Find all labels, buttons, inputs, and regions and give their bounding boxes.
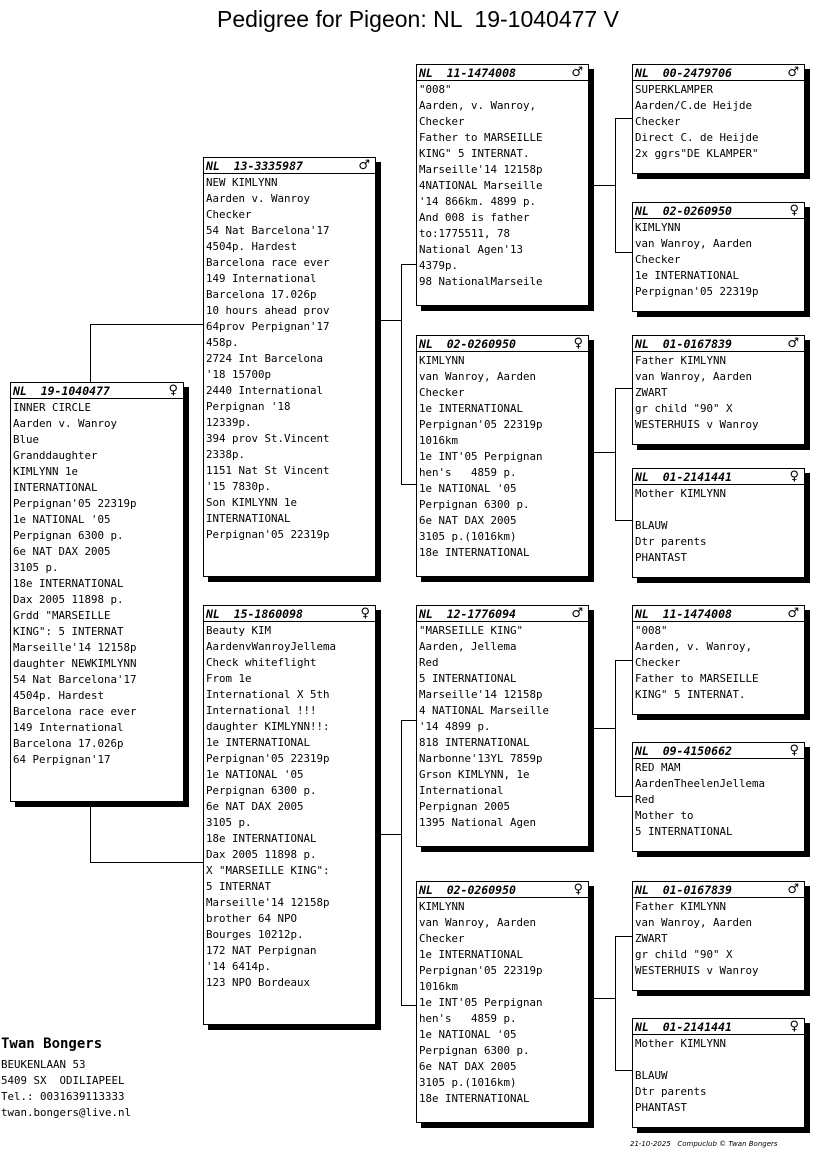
card-text-line: RED MAM — [635, 761, 681, 774]
card-text-line: From 1e — [206, 672, 252, 685]
card-text-line: 1016km — [419, 980, 459, 993]
connector — [90, 806, 91, 862]
card-text-line: 1016km — [419, 434, 459, 447]
card-text-line: 6e NAT DAX 2005 — [419, 1060, 517, 1073]
card-header — [633, 743, 804, 759]
card-text-line — [635, 502, 804, 518]
connector — [594, 185, 615, 186]
connector — [615, 118, 616, 252]
card-text-line: WESTERHUIS v Wanroy — [635, 418, 759, 431]
ring-number: NL 09-4150662 — [635, 743, 732, 758]
pigeon-card-ddd[interactable] — [632, 1018, 805, 1128]
card-text-line: Granddaughter — [13, 449, 98, 462]
card-text-line: 10 hours ahead prov — [206, 304, 330, 317]
card-text-line: van Wanroy, Aarden — [419, 370, 537, 383]
connector — [594, 998, 615, 999]
card-text-line: gr child "90" X — [635, 402, 733, 415]
connector — [401, 484, 416, 485]
card-text-line: X "MARSEILLE KING": — [206, 864, 330, 877]
card-text-line: National Agen'13 — [419, 243, 524, 256]
pigeon-card-dds[interactable] — [632, 881, 805, 991]
card-text-line: 1e NATIONAL '05 — [13, 513, 111, 526]
card-text-line: Dax 2005 11898 p. — [13, 593, 124, 606]
card-body — [633, 352, 804, 433]
card-text-line: van Wanroy, Aarden — [419, 916, 537, 929]
card-text-line: Dax 2005 11898 p. — [206, 848, 317, 861]
card-text-line: '18 15700p — [206, 368, 272, 381]
card-text-line: KING" 5 INTERNAT. — [419, 147, 530, 160]
card-header — [204, 606, 375, 622]
card-text-line: Barcelona race ever — [13, 705, 137, 718]
card-text-line: AardenTheelenJellema — [635, 777, 766, 790]
card-text-line: Father to MARSEILLE — [635, 672, 759, 685]
card-text-line: "008" — [635, 624, 668, 637]
connector — [594, 452, 615, 453]
card-text-line: Marseille'14 12158p — [206, 896, 330, 909]
card-text-line: Perpignan'05 22319p — [419, 964, 543, 977]
card-text-line: WESTERHUIS v Wanroy — [635, 964, 759, 977]
ring-number: NL 11-1474008 — [419, 65, 516, 80]
card-body — [633, 622, 804, 703]
card-body — [633, 759, 804, 840]
card-text-line: 6e NAT DAX 2005 — [206, 800, 304, 813]
card-text-line: INNER CIRCLE — [13, 401, 92, 414]
card-text-line: 458p. — [206, 336, 239, 349]
ring-number: NL 13-3335987 — [206, 158, 303, 173]
pigeon-card-sire[interactable] — [203, 157, 376, 577]
connector — [615, 388, 616, 520]
connector — [615, 660, 616, 796]
card-text-line: 98 NationalMarseile — [419, 275, 543, 288]
card-text-line: AardenvWanroyJellema — [206, 640, 337, 653]
connector — [615, 936, 632, 937]
card-text-line: Dtr parents — [635, 1085, 707, 1098]
card-text-line: Checker — [419, 386, 465, 399]
card-text-line: Aarden, Jellema — [419, 640, 517, 653]
card-text-line: KING": 5 INTERNAT — [13, 625, 124, 638]
connector — [615, 118, 632, 119]
connector — [615, 252, 632, 253]
card-text-line: 2338p. — [206, 448, 246, 461]
card-header — [417, 606, 588, 622]
card-text-line: Perpignan'05 22319p — [13, 497, 137, 510]
card-text-line: Dtr parents — [635, 535, 707, 548]
card-text-line: 5 INTERNATIONAL — [419, 672, 517, 685]
card-text-line: hen's 4859 p. — [419, 1012, 517, 1025]
card-text-line: 4504p. Hardest — [206, 240, 298, 253]
card-text-line: 1e INTERNATIONAL — [635, 269, 740, 282]
card-body — [417, 898, 588, 1107]
card-text-line: 818 INTERNATIONAL — [419, 736, 530, 749]
card-text-line: 64 Perpignan'17 — [13, 753, 111, 766]
card-text-line: KIMLYNN 1e — [13, 465, 79, 478]
card-text-line: 6e NAT DAX 2005 — [419, 514, 517, 527]
pigeon-card-dam[interactable] — [203, 605, 376, 1025]
page-title: Pedigree for Pigeon: NL 19-1040477 V — [217, 6, 619, 32]
card-body — [633, 898, 804, 979]
card-text-line: van Wanroy, Aarden — [635, 237, 753, 250]
connector — [90, 862, 203, 863]
connector — [615, 796, 632, 797]
card-text-line: "008" — [419, 83, 452, 96]
card-body — [204, 174, 375, 543]
connector — [401, 264, 416, 265]
card-text-line: International !!! — [206, 704, 317, 717]
card-text-line: Bourges 10212p. — [206, 928, 304, 941]
card-body — [633, 1035, 804, 1116]
female-icon: ♀ — [789, 743, 799, 758]
card-text-line: Blue — [13, 433, 40, 446]
card-text-line: Checker — [635, 115, 681, 128]
pigeon-card-subject[interactable] — [10, 382, 184, 802]
ring-number: NL 02-0260950 — [419, 336, 516, 351]
ring-number: NL 01-2141441 — [635, 1019, 732, 1034]
male-icon: ♂ — [571, 606, 583, 621]
card-text-line: BLAUW — [635, 1069, 668, 1082]
card-text-line: Checker — [635, 656, 681, 669]
card-text-line: '14 4899 p. — [419, 720, 491, 733]
card-text-line: 1e INTERNATIONAL — [206, 736, 311, 749]
card-text-line: brother 64 NPO — [206, 912, 298, 925]
connector — [594, 728, 615, 729]
card-text-line: 64prov Perpignan'17 — [206, 320, 330, 333]
card-body — [204, 622, 375, 991]
card-text-line: Perpignan 6300 p. — [206, 784, 317, 797]
female-icon: ♀ — [789, 1019, 799, 1034]
card-text-line: Grdd "MARSEILLE — [13, 609, 111, 622]
ring-number: NL 01-0167839 — [635, 336, 732, 351]
ring-number: NL 11-1474008 — [635, 606, 732, 621]
card-text-line: PHANTAST — [635, 551, 688, 564]
pigeon-card-sss[interactable] — [632, 64, 805, 174]
card-text-line: PHANTAST — [635, 1101, 688, 1114]
card-text-line: Mother KIMLYNN — [635, 487, 727, 500]
card-text-line: 18e INTERNATIONAL — [206, 832, 317, 845]
card-text-line: 394 prov St.Vincent — [206, 432, 330, 445]
male-icon: ♂ — [787, 606, 799, 621]
card-body — [633, 485, 804, 566]
card-text-line: Perpignan'05 22319p — [419, 418, 543, 431]
male-icon: ♂ — [358, 158, 370, 173]
card-text-line: 4 NATIONAL Marseille — [419, 704, 550, 717]
connector — [615, 1070, 632, 1071]
connector — [401, 264, 402, 484]
card-text-line: 2724 Int Barcelona — [206, 352, 324, 365]
female-icon: ♀ — [168, 383, 178, 398]
card-text-line: 3105 p. — [13, 561, 59, 574]
female-icon: ♀ — [573, 882, 583, 897]
connector — [90, 324, 91, 382]
card-text-line: 1e NATIONAL '05 — [419, 482, 517, 495]
connector — [401, 1005, 416, 1006]
card-text-line: Aarden, v. Wanroy, — [635, 640, 753, 653]
card-text-line: ZWART — [635, 932, 668, 945]
card-text-line: 3105 p.(1016km) — [419, 530, 517, 543]
card-text-line: Marseille'14 12158p — [419, 163, 543, 176]
card-header — [11, 383, 183, 399]
card-header — [417, 336, 588, 352]
pigeon-card-sire-dam[interactable] — [416, 335, 589, 577]
card-text-line: SUPERKLAMPER — [635, 83, 714, 96]
card-text-line: 18e INTERNATIONAL — [419, 546, 530, 559]
card-text-line: gr child "90" X — [635, 948, 733, 961]
card-text-line: Aarden/C.de Heijde — [635, 99, 753, 112]
card-text-line: International X 5th — [206, 688, 330, 701]
card-text-line: Mother to — [635, 809, 694, 822]
card-header — [633, 65, 804, 81]
card-text-line: 4504p. Hardest — [13, 689, 105, 702]
card-text-line: 1e INTERNATIONAL — [419, 402, 524, 415]
pigeon-card-dss[interactable] — [632, 605, 805, 715]
card-text-line: Mother KIMLYNN — [635, 1037, 727, 1050]
card-text-line: KIMLYNN — [635, 221, 681, 234]
card-text-line: Checker — [419, 932, 465, 945]
breeder-city: 5409 SX ODILIAPEEL — [1, 1074, 125, 1087]
card-text-line: Beauty KIM — [206, 624, 272, 637]
card-body — [633, 219, 804, 300]
connector — [615, 936, 616, 1070]
card-text-line: Perpignan'05 22319p — [635, 285, 759, 298]
connector — [378, 834, 401, 835]
card-text-line: Perpignan 6300 p. — [419, 498, 530, 511]
card-header — [633, 469, 804, 485]
card-text-line: Grson KIMLYNN, 1e — [419, 768, 530, 781]
card-text-line: Aarden, v. Wanroy, — [419, 99, 537, 112]
card-text-line: daughter KIMLYNN!!: — [206, 720, 330, 733]
card-text-line: BLAUW — [635, 519, 668, 532]
breeder-phone: Tel.: 0031639113333 — [1, 1090, 125, 1103]
card-text-line: ZWART — [635, 386, 668, 399]
card-text-line: Checker — [419, 115, 465, 128]
ring-number: NL 01-0167839 — [635, 882, 732, 897]
female-icon: ♀ — [789, 203, 799, 218]
ring-number: NL 12-1776094 — [419, 606, 516, 621]
card-text-line: 5 INTERNATIONAL — [635, 825, 733, 838]
card-body — [417, 81, 588, 290]
card-text-line: NEW KIMLYNN — [206, 176, 278, 189]
connector — [90, 324, 203, 325]
card-text-line: 172 NAT Perpignan — [206, 944, 317, 957]
card-header — [204, 158, 375, 174]
card-text-line: Barcelona 17.026p — [13, 737, 124, 750]
card-text-line: 3105 p. — [206, 816, 252, 829]
card-text-line: '15 7830p. — [206, 480, 272, 493]
male-icon: ♂ — [571, 65, 583, 80]
breeder-email[interactable]: twan.bongers@live.nl — [1, 1106, 132, 1119]
card-text-line: 1151 Nat St Vincent — [206, 464, 330, 477]
card-text-line: hen's 4859 p. — [419, 466, 517, 479]
card-text-line: Perpignan 2005 — [419, 800, 511, 813]
female-icon: ♀ — [573, 336, 583, 351]
card-header — [633, 1019, 804, 1035]
card-body — [417, 352, 588, 561]
card-text-line: '14 6414p. — [206, 960, 272, 973]
ring-number: NL 02-0260950 — [635, 203, 732, 218]
male-icon: ♂ — [787, 882, 799, 897]
card-header — [633, 606, 804, 622]
card-header — [417, 65, 588, 81]
card-text-line: Barcelona 17.026p — [206, 288, 317, 301]
connector — [401, 720, 416, 721]
card-header — [417, 882, 588, 898]
card-text-line: KIMLYNN — [419, 900, 465, 913]
card-body — [417, 622, 588, 831]
card-text-line: 3105 p.(1016km) — [419, 1076, 517, 1089]
card-text-line: Direct C. de Heijde — [635, 131, 759, 144]
card-header — [633, 882, 804, 898]
card-text-line: 6e NAT DAX 2005 — [13, 545, 111, 558]
card-text-line: 123 NPO Bordeaux — [206, 976, 311, 989]
ring-number: NL 01-2141441 — [635, 469, 732, 484]
card-text-line: Father KIMLYNN — [635, 354, 727, 367]
card-text-line: And 008 is father — [419, 211, 530, 224]
card-header — [633, 203, 804, 219]
card-text-line: Perpignan '18 — [206, 400, 291, 413]
card-text-line: Father KIMLYNN — [635, 900, 727, 913]
card-text-line: 18e INTERNATIONAL — [419, 1092, 530, 1105]
card-text-line: Marseille'14 12158p — [13, 641, 137, 654]
card-text-line: 149 International — [13, 721, 124, 734]
card-text-line: Checker — [635, 253, 681, 266]
card-text-line: van Wanroy, Aarden — [635, 916, 753, 929]
card-text-line: Barcelona race ever — [206, 256, 330, 269]
breeder-address: BEUKENLAAN 53 — [1, 1058, 86, 1071]
card-text-line: 1395 National Agen — [419, 816, 537, 829]
card-text-line: Checker — [206, 208, 252, 221]
connector — [615, 660, 632, 661]
ring-number: NL 19-1040477 — [13, 383, 110, 398]
pigeon-card-ssd[interactable] — [632, 202, 805, 312]
card-text-line: 5 INTERNAT — [206, 880, 272, 893]
pigeon-card-dsd[interactable] — [632, 742, 805, 852]
card-text-line: "MARSEILLE KING" — [419, 624, 524, 637]
card-text-line: Red — [419, 656, 439, 669]
card-text-line: 1e INTERNATIONAL — [419, 948, 524, 961]
card-text-line: Aarden v. Wanroy — [206, 192, 311, 205]
card-text-line: Father to MARSEILLE — [419, 131, 543, 144]
connector — [378, 320, 401, 321]
female-icon: ♀ — [789, 469, 799, 484]
pigeon-card-sdd[interactable] — [632, 468, 805, 578]
card-text-line: Perpignan'05 22319p — [206, 752, 330, 765]
card-body — [11, 399, 183, 768]
pigeon-card-dam-dam[interactable] — [416, 881, 589, 1123]
card-text-line: 149 International — [206, 272, 317, 285]
ring-number: NL 00-2479706 — [635, 65, 732, 80]
pigeon-card-dam-sire[interactable] — [416, 605, 589, 847]
breeder-info — [1, 1036, 131, 1121]
card-header — [633, 336, 804, 352]
card-text-line: Son KIMLYNN 1e — [206, 496, 298, 509]
breeder-name: Twan Bongers — [1, 1036, 103, 1052]
card-text-line: 54 Nat Barcelona'17 — [206, 224, 330, 237]
card-text-line: 12339p. — [206, 416, 252, 429]
card-text-line: INTERNATIONAL — [13, 481, 98, 494]
connector — [615, 388, 632, 389]
card-text-line: 1e NATIONAL '05 — [206, 768, 304, 781]
card-text-line: 1e INT'05 Perpignan — [419, 996, 543, 1009]
card-text-line: Narbonne'13YL 7859p — [419, 752, 543, 765]
card-text-line: van Wanroy, Aarden — [635, 370, 753, 383]
card-text-line: KING" 5 INTERNAT. — [635, 688, 746, 701]
connector — [401, 720, 402, 1005]
card-text-line: INTERNATIONAL — [206, 512, 291, 525]
card-text-line: 4NATIONAL Marseille — [419, 179, 543, 192]
card-text-line: 4379p. — [419, 259, 459, 272]
card-body — [633, 81, 804, 162]
card-text-line: KIMLYNN — [419, 354, 465, 367]
connector — [615, 520, 632, 521]
ring-number: NL 02-0260950 — [419, 882, 516, 897]
male-icon: ♂ — [787, 336, 799, 351]
print-stamp: 21-10-2025 Compuclub © Twan Bongers — [630, 1140, 778, 1148]
card-text-line: Perpignan'05 22319p — [206, 528, 330, 541]
card-text-line: daughter NEWKIMLYNN — [13, 657, 137, 670]
card-text-line: 2440 International — [206, 384, 324, 397]
card-text-line: 1e NATIONAL '05 — [419, 1028, 517, 1041]
card-text-line: Perpignan 6300 p. — [419, 1044, 530, 1057]
card-text-line: 18e INTERNATIONAL — [13, 577, 124, 590]
pigeon-card-sire-sire[interactable] — [416, 64, 589, 306]
card-text-line — [635, 1052, 804, 1068]
card-text-line: Aarden v. Wanroy — [13, 417, 118, 430]
card-text-line: Perpignan 6300 p. — [13, 529, 124, 542]
card-text-line: Check whiteflight — [206, 656, 317, 669]
card-text-line: International — [419, 784, 504, 797]
card-text-line: Marseille'14 12158p — [419, 688, 543, 701]
card-text-line: Red — [635, 793, 655, 806]
ring-number: NL 15-1860098 — [206, 606, 303, 621]
male-icon: ♂ — [787, 65, 799, 80]
female-icon: ♀ — [360, 606, 370, 621]
pigeon-card-sds[interactable] — [632, 335, 805, 445]
card-text-line: to:1775511, 78 — [419, 227, 511, 240]
card-text-line: 1e INT'05 Perpignan — [419, 450, 543, 463]
card-text-line: 54 Nat Barcelona'17 — [13, 673, 137, 686]
card-text-line: 2x ggrs"DE KLAMPER" — [635, 147, 759, 160]
card-text-line: '14 866km. 4899 p. — [419, 195, 537, 208]
